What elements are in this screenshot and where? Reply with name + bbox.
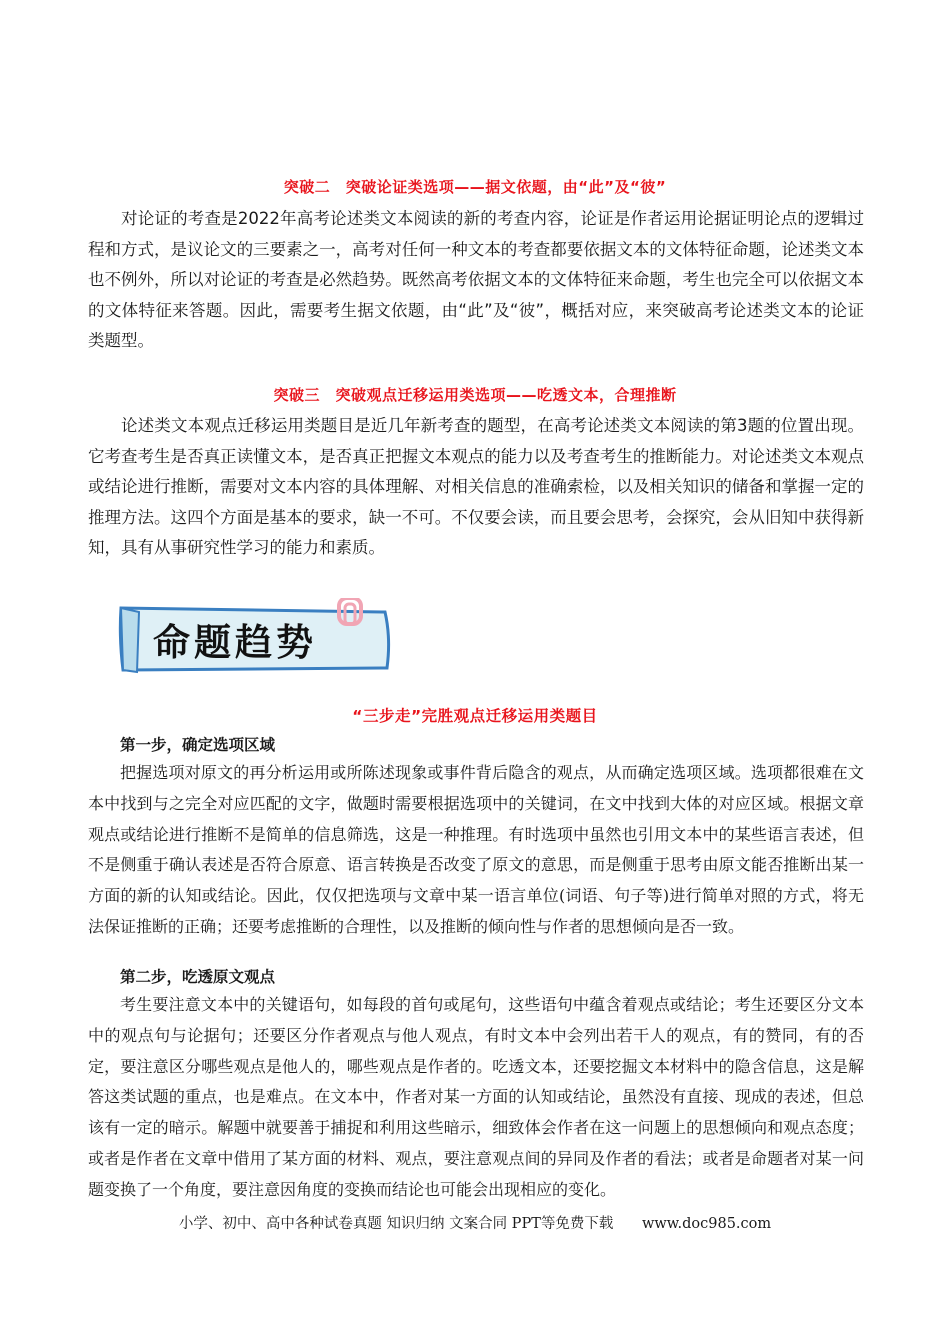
section3-body: 论述类文本观点迁移运用类题目是近几年新考查的题型，在高考论述类文本阅读的第3题的位置出现。它考查考生是否真正读懂文本，是否真正把握文本观点的能力以及考查考生的推断能力。对论述类文本观点或结论进行推断，需要对文本内容的具体理解、对相关信息的准确索检，以及相关知识的储备和掌握一定的推理方法。这四个方面是基本的要求，缺一不可。不仅要会读，而且要会思考，会探究，会从旧知中获得新知，具有从事研究性学习的能力和素质。 bbox=[88, 416, 864, 557]
step2-body: 考生要注意文本中的关键语句，如每段的首句或尾句，这些语句中蕴含着观点或结论；考生还要区分文本中的观点句与论据句；还要区分作者观点与他人观点，有时文本中会列出若干人的观点，有的赞同，有的否定，要注意区分哪些观点是他人的，哪些观点是作者的。吃透文本，还要挖掘文本材料中的隐含信息，这是解答这类试题的重点，也是难点。在文本中，作者对某一方面的认知或结论，虽然没有直接、现成的表述，但总该有一定的暗示。解题中就要善于捕捉和利用这些暗示，细致体会作者在这一问题上的思想倾向和观点态度；或者是作者在文章中借用了某方面的材料、观点，要注意观点间的异同及作者的看法；或者是命题者对某一问题变换了一个角度，要注意因角度的变换而结论也可能会出现相应的变化。 bbox=[88, 995, 864, 1199]
footer-text: 小学、初中、高中各种试卷真题 知识归纳 文案合同 PPT等免费下载 bbox=[178, 1216, 614, 1232]
section2-heading: 突破二 突破论证类选项——据文依题，由“此”及“彼” bbox=[283, 178, 667, 196]
footer-link[interactable]: www.doc985.com bbox=[641, 1216, 772, 1232]
trend-heading: “三步走”完胜观点迁移运用类题目 bbox=[352, 707, 598, 725]
trend-banner bbox=[117, 598, 395, 676]
step1-body: 把握选项对原文的再分析运用或所陈述现象或事件背后隐含的观点，从而确定选项区域。选项都很难在文本中找到与之完全对应匹配的文字，做题时需要根据选项中的关键词，在文中找到大体的对应区域。根据文章观点或结论进行推断不是简单的信息筛选，这是一种推理。有时选项中虽然也引用文本中的某些语言表述，但不是侧重于确认表述是否符合原意、语言转换是否改变了原文的意思，而是侧重于思考由原文能否推断出某一方面的新的认知或结论。因此，仅仅把选项与文章中某一语言单位(词语、句子等)进行简单对照的方式，将无法保证推断的正确；还要考虑推断的合理性，以及推断的倾向性与作者的思想倾向是否一致。 bbox=[88, 763, 864, 936]
banner-label: 命题趋势 bbox=[153, 621, 317, 664]
step2-title: 第二步，吃透原文观点 bbox=[120, 968, 276, 986]
section2-body: 对论证的考查是2022年高考论述类文本阅读的新的考查内容，论证是作者运用论据证明论点的逻辑过程和方式，是议论文的三要素之一，高考对任何一种文本的考查都要依据文本的文体特征命题，论述类文本也不例外，所以对论证的考查是必然趋势。既然高考依据文本的文体特征来命题，考生也完全可以依据文本的文体特征来答题。因此，需要考生据文依题，由“此”及“彼”，概括对应，来突破高考论述类文本的论证类题型。 bbox=[88, 209, 864, 350]
step1-title: 第一步，确定选项区域 bbox=[120, 736, 276, 754]
section3-heading: 突破三 突破观点迁移运用类选项——吃透文本，合理推断 bbox=[273, 386, 677, 404]
footer bbox=[0, 1212, 950, 1233]
